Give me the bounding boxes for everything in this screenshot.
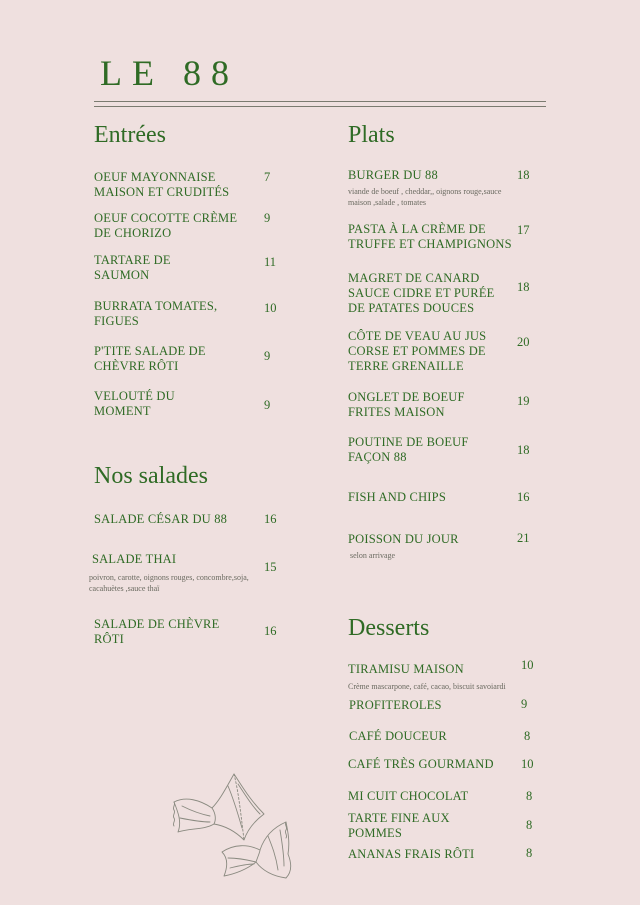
menu-item-name: PROFITEROLES	[349, 698, 442, 712]
menu-item-price: 16	[264, 512, 277, 526]
menu-item-name: MI CUIT CHOCOLAT	[348, 789, 469, 803]
menu-item-name: ANANAS FRAIS RÔTI	[348, 847, 475, 861]
menu-item-name: PASTA À LA CRÈME DE TRUFFE ET CHAMPIGNONS	[348, 222, 512, 251]
menu-item-price: 9	[521, 697, 528, 711]
section-title-plats: Plats	[348, 122, 395, 148]
section-title-entrees: Entrées	[94, 122, 166, 148]
menu-item-price: 15	[264, 560, 277, 574]
menu-item-name: CAFÉ TRÈS GOURMAND	[348, 757, 494, 771]
section-title-desserts: Desserts	[348, 615, 430, 641]
divider	[94, 106, 546, 107]
menu-item-name: POISSON DU JOUR	[348, 532, 459, 546]
menu-item-name: SALADE THAI	[92, 552, 177, 566]
menu-item-name: BURRATA TOMATES, FIGUES	[94, 299, 218, 328]
menu-item-price: 10	[521, 658, 534, 672]
menu-item-price: 21	[517, 531, 530, 545]
menu-item-price: 8	[524, 729, 531, 743]
menu-item-price: 19	[517, 394, 530, 408]
divider	[94, 101, 546, 102]
menu-item-name: VELOUTÉ DU MOMENT	[94, 389, 175, 418]
menu-item-description: Crème mascarpone, café, cacao, biscuit savoiardi	[348, 682, 506, 691]
menu-item-description: selon arrivage	[350, 551, 396, 560]
menu-item-name: P'TITE SALADE DE CHÈVRE RÔTI	[94, 344, 206, 373]
menu-item-price: 16	[264, 624, 277, 638]
menu-item-price: 9	[264, 211, 271, 225]
menu-item-price: 9	[264, 349, 271, 363]
menu-item-price: 18	[517, 280, 530, 294]
menu-item-price: 8	[526, 846, 533, 860]
menu-item-price: 9	[264, 398, 271, 412]
menu-item-price: 18	[517, 443, 530, 457]
section-title-salades: Nos salades	[94, 463, 208, 489]
menu-item-name: BURGER DU 88	[348, 168, 438, 182]
menu-item-name: OEUF MAYONNAISE MAISON ET CRUDITÉS	[94, 170, 230, 199]
menu-item-name: OEUF COCOTTE CRÈME DE CHORIZO	[94, 211, 238, 240]
menu-item-price: 10	[264, 301, 277, 315]
menu-item-name: SALADE DE CHÈVRE RÔTI	[94, 617, 220, 646]
menu-item-name: ONGLET DE BOEUF FRITES MAISON	[348, 390, 465, 419]
menu-item-price: 8	[526, 818, 533, 832]
menu-item-name: MAGRET DE CANARD SAUCE CIDRE ET PURÉE DE PATATES DOUCES	[348, 271, 495, 315]
menu-item-name: FISH AND CHIPS	[348, 490, 446, 504]
farfalle-pasta-icon	[168, 770, 294, 882]
menu-item-price: 16	[517, 490, 530, 504]
page-title: LE 88	[100, 53, 239, 93]
menu-item-name: CÔTE DE VEAU AU JUS CORSE ET POMMES DE TERRE GRENAILLE	[348, 329, 487, 373]
menu-item-price: 11	[264, 255, 277, 269]
menu-item-description: viande de boeuf , cheddar,, oignons rouge,sauce maison ,salade , tomates	[348, 187, 502, 207]
menu-item-name: POUTINE DE BOEUF FAÇON 88	[348, 435, 469, 464]
menu-item-description: poivron, carotte, oignons rouges, concombre,soja, cacahuètes ,sauce thaï	[89, 573, 249, 593]
menu-item-price: 10	[521, 757, 534, 771]
menu-item-name: TIRAMISU MAISON	[348, 662, 464, 676]
menu-item-price: 18	[517, 168, 530, 182]
menu-item-name: TARTARE DE SAUMON	[94, 253, 171, 282]
menu-item-name: TARTE FINE AUX POMMES	[348, 811, 450, 840]
menu-item-name: SALADE CÉSAR DU 88	[94, 512, 228, 526]
menu-item-price: 7	[264, 170, 271, 184]
menu-item-price: 20	[517, 335, 530, 349]
menu-item-price: 8	[526, 789, 533, 803]
menu-item-price: 17	[517, 223, 530, 237]
menu-item-name: CAFÉ DOUCEUR	[349, 729, 447, 743]
